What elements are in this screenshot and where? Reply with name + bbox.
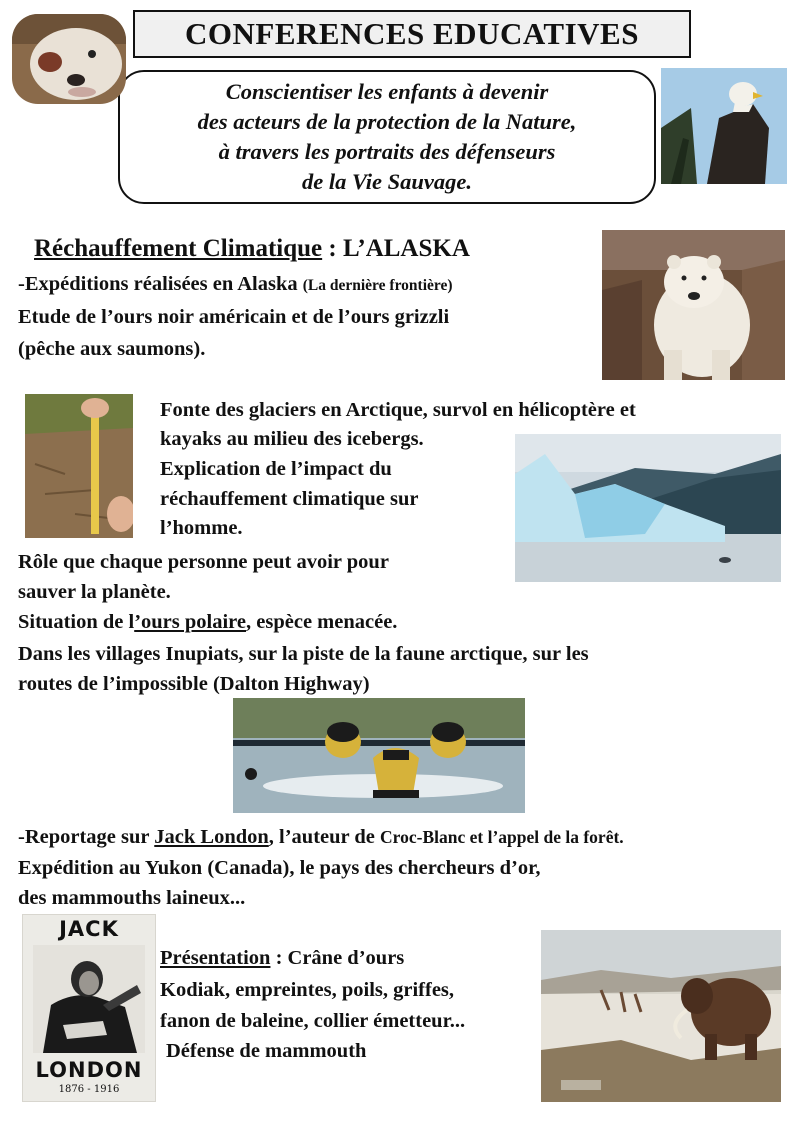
london-line-1-b: , l’auteur de: [268, 826, 381, 848]
seaplane-photo: [233, 698, 525, 813]
london-line-1: [18, 823, 624, 851]
jack-london-portrait: [33, 945, 145, 1053]
iceberg-photo: [515, 434, 781, 582]
slogan-line: des acteurs de la protection de la Nature,: [197, 109, 577, 134]
polar-bear-text-b: , espèce menacée.: [246, 611, 398, 633]
presentation-line-1: [160, 944, 404, 972]
alaska-line-1-small: (La dernière frontière): [302, 277, 453, 294]
glaciers-line-1: Fonte des glaciers en Arctique, survol en hélicoptère et: [160, 399, 636, 421]
glaciers-line-7: sauver la planète.: [18, 581, 171, 603]
dog-photo: [12, 14, 126, 104]
glaciers-line-3: Explication de l’impact du: [160, 458, 392, 480]
polar-bear-photo: [602, 230, 785, 380]
page-title: CONFERENCES EDUCATIVES: [133, 10, 691, 58]
alaska-line-1-main: -Expéditions réalisées en Alaska: [18, 273, 303, 295]
jack-london-name: Jack London: [154, 826, 269, 848]
heading-separator: :: [322, 235, 343, 262]
presentation-line-2: Kodiak, empreintes, poils, griffes,: [160, 979, 455, 1001]
glaciers-line-6: Rôle que chaque personne peut avoir pour: [18, 551, 389, 573]
london-line-3: des mammouths laineux...: [18, 887, 246, 909]
alaska-line-2: Etude de l’ours noir américain et de l’ours grizzli: [18, 306, 450, 328]
slogan-line: à travers les portraits des défenseurs: [218, 139, 556, 164]
presentation-label: Présentation: [160, 947, 271, 969]
glaciers-line-5: l’homme.: [160, 517, 243, 539]
mammoth-painting: [541, 930, 781, 1102]
poster-bottom: LONDON: [35, 1058, 143, 1082]
glaciers-line-10: routes de l’impossible (Dalton Highway): [18, 673, 370, 695]
permafrost-measure-photo: [25, 394, 133, 538]
slogan-line: de la Vie Sauvage.: [302, 169, 472, 194]
london-line-1-a: -Reportage sur: [18, 826, 155, 848]
presentation-separator: :: [270, 947, 288, 969]
glaciers-line-8: [18, 608, 397, 636]
polar-bear-text-underlined: ’ours polaire: [134, 611, 247, 633]
slogan-box: [118, 70, 656, 204]
alaska-line-3: (pêche aux saumons).: [18, 338, 206, 360]
poster-years: 1876 - 1916: [58, 1084, 120, 1095]
poster-top: JACK: [59, 917, 119, 941]
eagle-photo: [661, 68, 787, 184]
presentation-line-3: fanon de baleine, collier émetteur...: [160, 1010, 466, 1032]
polar-bear-text-a: Situation de l: [18, 611, 135, 633]
alaska-line-1: [18, 270, 453, 300]
slogan-line: Conscientiser les enfants à devenir: [225, 79, 549, 104]
london-line-2: Expédition au Yukon (Canada), le pays des chercheurs d’or,: [18, 857, 541, 879]
alaska-heading: [34, 234, 470, 264]
glaciers-line-4: réchauffement climatique sur: [160, 488, 419, 510]
jack-london-poster: [22, 914, 156, 1102]
glaciers-line-9: Dans les villages Inupiats, sur la piste de la faune arctique, sur les: [18, 643, 589, 665]
london-books: Croc-Blanc et l’appel de la forêt.: [380, 827, 624, 847]
presentation-line-1-rest: Crâne d’ours: [287, 947, 405, 969]
presentation-line-4: Défense de mammouth: [166, 1040, 367, 1062]
glaciers-line-2: kayaks au milieu des icebergs.: [160, 428, 424, 450]
heading-place: L’ALASKA: [342, 235, 470, 262]
heading-topic: Réchauffement Climatique: [34, 235, 323, 262]
